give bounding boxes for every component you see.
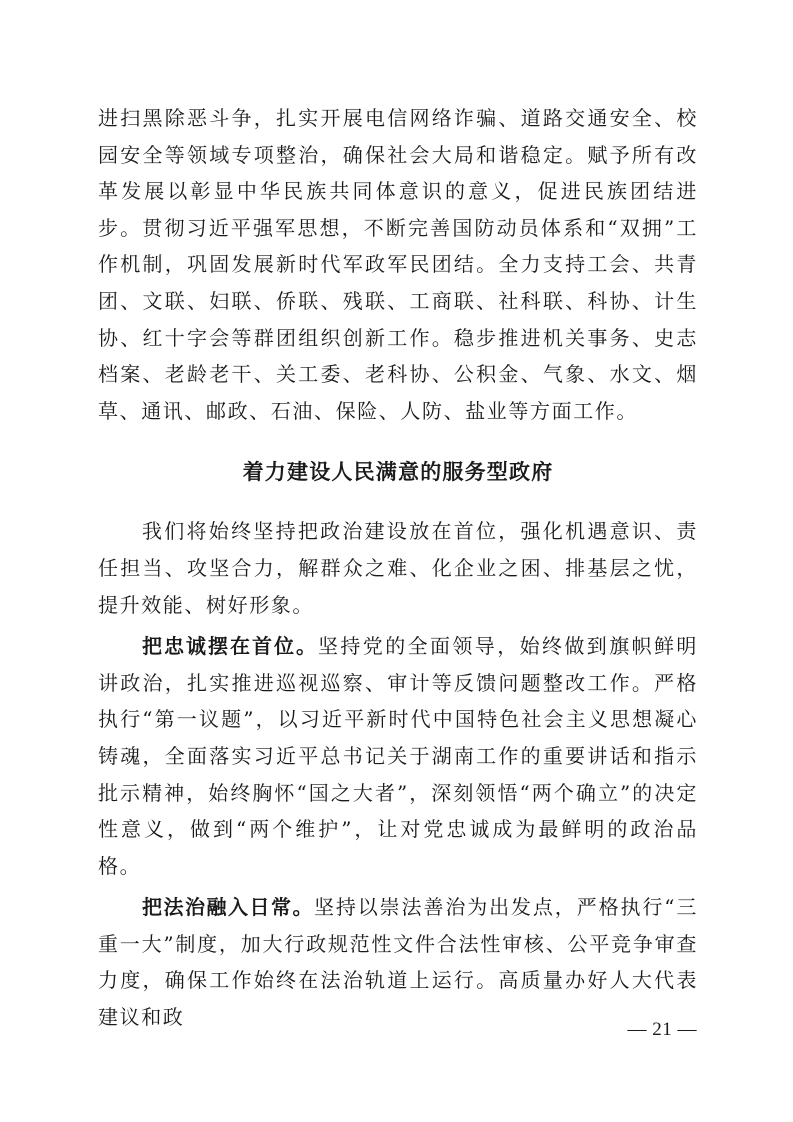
paragraph-lead-rule-of-law: 把法治融入日常。 [142, 895, 314, 920]
document-page [98, 100, 698, 1036]
section-title: 着力建设人民满意的服务型政府 [242, 459, 554, 485]
page-number: — 21 — [627, 1019, 697, 1040]
paragraph-body-rule-of-law: 坚持以崇法善治为出发点，严格执行“三重一大”制度，加大行政规范性文件合法性审核、公平竞争审查力度，确保工作始终在法治轨道上运行。高质量办好人大代表建议和政 [98, 895, 698, 1030]
paragraph-loyalty [98, 628, 698, 884]
paragraph-rule-of-law [98, 889, 698, 1035]
paragraph-body-loyalty: 坚持党的全面领导，始终做到旗帜鲜明讲政治，扎实推进巡视巡察、审计等反馈问题整改工作。严格执行“第一议题”，以习近平新时代中国特色社会主义思想凝心铸魂，全面落实习近平总书记关于湖南工作的重要讲话和指示批示精神，始终胸怀“国之大者”，深刻领悟“两个确立”的决定性意义，做到“两个维护”，让对党忠诚成为最鲜明的政治品格。 [98, 634, 698, 878]
paragraph-continuation: 进扫黑除恶斗争，扎实开展电信网络诈骗、道路交通安全、校园安全等领域专项整治，确保社会大局和谐稳定。赋予所有改革发展以彰显中华民族共同体意识的意义，促进民族团结进步。贯彻习近平强军思想，不断完善国防动员体系和“双拥”工作机制，巩固发展新时代军政军民团结。全力支持工会、共青团、文联、妇联、侨联、残联、工商联、社科联、科协、计生协、红十字会等群团组织创新工作。稳步推进机关事务、史志档案、老龄老干、关工委、老科协、公积金、气象、水文、烟草、通讯、邮政、石油、保险、人防、盐业等方面工作。 [98, 106, 698, 423]
paragraph-intro: 我们将始终坚持把政治建设放在首位，强化机遇意识、责任担当、攻坚合力，解群众之难、化企业之困、排基层之忧，提升效能、树好形象。 [98, 519, 698, 617]
paragraph-lead-loyalty: 把忠诚摆在首位。 [142, 634, 318, 659]
